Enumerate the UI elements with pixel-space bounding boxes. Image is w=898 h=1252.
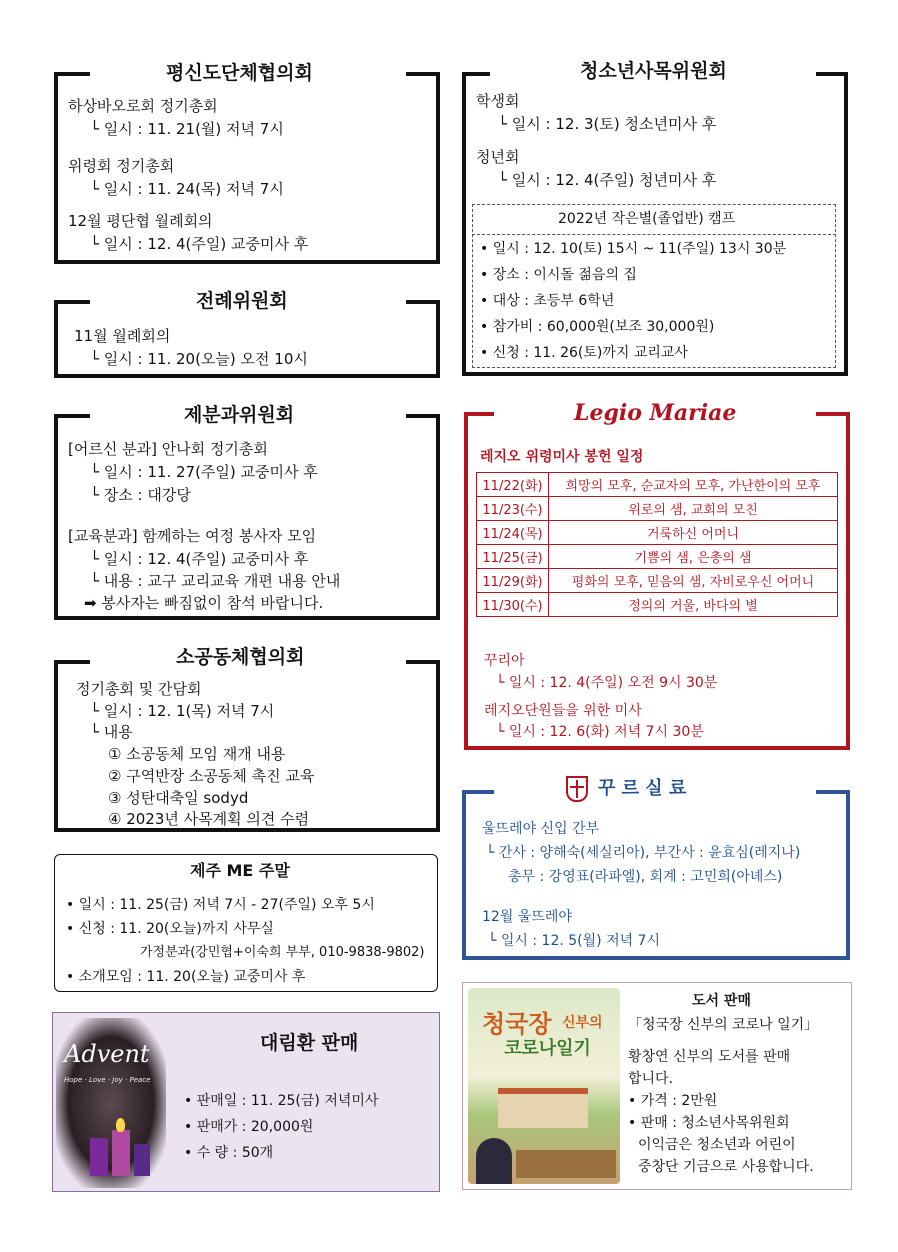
legio-table-row bbox=[477, 473, 838, 497]
sogong-line-1: 정기총회 및 간담회 bbox=[76, 680, 202, 698]
jeonrye-line-1: 11월 월례회의 bbox=[74, 327, 171, 345]
pyeongsin-line-4: └ 일시 : 11. 24(목) 저녁 7시 bbox=[90, 180, 284, 198]
legio-table-row bbox=[477, 569, 838, 593]
book-cover-title-2: 신부의 bbox=[562, 1015, 603, 1031]
legio-row-date: 11/23(수) bbox=[477, 497, 549, 521]
jebun-line-7: ➡ 봉사자는 빠짐없이 참석 바랍니다. bbox=[84, 594, 324, 612]
jeju-line-3: 가정분과(강민협+이숙희 부부, 010-9838-9802) bbox=[140, 945, 425, 960]
advent-line-3: • 수 량 : 50개 bbox=[184, 1145, 274, 1161]
jeju-title: 제주 ME 주말 bbox=[190, 861, 290, 880]
book-line-4: • 가격 : 2만원 bbox=[628, 1093, 718, 1109]
advent-line-1: • 판매일 : 11. 25(금) 저녁미사 bbox=[184, 1093, 379, 1109]
cursillo-line-1: 울뜨레야 신입 간부 bbox=[482, 821, 600, 837]
church-illustration-icon bbox=[498, 1088, 588, 1128]
legio-table-row bbox=[477, 545, 838, 569]
legio-line-2: └ 일시 : 12. 4(주일) 오전 9시 30분 bbox=[496, 675, 718, 691]
jeju-line-2: • 신청 : 11. 20(오늘)까지 사무실 bbox=[66, 921, 274, 937]
pyeongsin-line-2: └ 일시 : 11. 21(월) 저녁 7시 bbox=[90, 120, 284, 138]
youth-line-4: └ 일시 : 12. 4(주일) 청년미사 후 bbox=[498, 171, 717, 189]
legio-row-date: 11/29(화) bbox=[477, 569, 549, 593]
legio-row-text: 희망의 모후, 순교자의 모후, 가난한이의 모후 bbox=[549, 473, 838, 497]
cursillo-line-3: 총무 : 강영표(라파엘), 회계 : 고민희(아녜스) bbox=[508, 869, 783, 885]
legio-subtitle: 레지오 위령미사 봉헌 일정 bbox=[480, 449, 644, 465]
youth-line-1: 학생회 bbox=[476, 92, 520, 110]
pyeongsin-line-6: └ 일시 : 12. 4(주일) 교중미사 후 bbox=[90, 235, 309, 253]
legio-row-date: 11/25(금) bbox=[477, 545, 549, 569]
legio-line-3: 레지오단원들을 위한 미사 bbox=[484, 703, 642, 719]
sogong-line-2: └ 일시 : 12. 1(목) 저녁 7시 bbox=[90, 702, 275, 720]
candle-purple-icon bbox=[134, 1144, 150, 1176]
pyeongsin-line-1: 하상바오로회 정기총회 bbox=[68, 97, 218, 115]
book-cover-band bbox=[516, 1150, 616, 1178]
flame-icon bbox=[116, 1118, 125, 1132]
jeju-line-4: • 소개모임 : 11. 20(오늘) 교중미사 후 bbox=[66, 969, 306, 985]
legio-row-text: 평화의 모후, 믿음의 샘, 자비로우신 어머니 bbox=[549, 569, 838, 593]
author-photo bbox=[476, 1138, 512, 1184]
candle-pink-icon bbox=[112, 1130, 130, 1176]
legio-row-text: 위로의 샘, 교회의 모친 bbox=[549, 497, 838, 521]
book-line-1: 「청국장 신부의 코로나 일기」 bbox=[628, 1017, 819, 1033]
camp-line-3: • 대상 : 초등부 6학년 bbox=[480, 293, 615, 309]
sogong-line-7: ④ 2023년 사목계획 의견 수렴 bbox=[108, 810, 310, 828]
legio-line-4: └ 일시 : 12. 6(화) 저녁 7시 30분 bbox=[496, 724, 704, 740]
legio-title: Legio Mariae bbox=[562, 398, 748, 428]
pyeongsin-line-3: 위령회 정기총회 bbox=[68, 157, 175, 175]
jebun-line-4: [교육분과] 함께하는 여정 봉사자 모임 bbox=[68, 527, 317, 545]
camp-line-4: • 참가비 : 60,000원(보조 30,000원) bbox=[480, 319, 715, 335]
youth-line-2: └ 일시 : 12. 3(토) 청소년미사 후 bbox=[498, 115, 717, 133]
advent-title: 대림환 판매 bbox=[260, 1032, 359, 1054]
jeju-line-1: • 일시 : 11. 25(금) 저녁 7시 - 27(주일) 오후 5시 bbox=[66, 897, 375, 913]
advent-wreath-image bbox=[56, 1018, 166, 1188]
book-cover-title-1: 청국장 bbox=[482, 1010, 552, 1038]
book-line-5: • 판매 : 청소년사목위원회 bbox=[628, 1115, 790, 1131]
legio-row-date: 11/30(수) bbox=[477, 593, 549, 617]
jebun-line-3: └ 장소 : 대강당 bbox=[90, 486, 191, 504]
sogong-title: 소공동체협의회 bbox=[162, 642, 318, 669]
cursillo-line-4: 12월 울뜨레야 bbox=[482, 909, 572, 925]
sogong-line-3: └ 내용 bbox=[90, 723, 133, 741]
jebun-line-5: └ 일시 : 12. 4(주일) 교중미사 후 bbox=[90, 550, 309, 568]
candle-purple-icon bbox=[90, 1138, 108, 1176]
youth-line-3: 청년회 bbox=[476, 148, 520, 166]
camp-title-divider bbox=[472, 234, 836, 235]
cursillo-line-2: └ 간사 : 양해숙(세실리아), 부간사 : 윤효심(레지나) bbox=[486, 845, 801, 861]
legio-row-date: 11/22(화) bbox=[477, 473, 549, 497]
sogong-line-4: ① 소공동체 모임 재개 내용 bbox=[108, 745, 286, 763]
camp-title: 2022년 작은별(졸업반) 캠프 bbox=[558, 211, 736, 227]
advent-image-word: Advent bbox=[64, 1040, 150, 1068]
legio-table-row bbox=[477, 521, 838, 545]
book-cover-title-3: 코로나일기 bbox=[504, 1038, 591, 1059]
jebun-line-1: [어르신 분과] 안나회 정기총회 bbox=[68, 440, 268, 458]
jebun-line-2: └ 일시 : 11. 27(주일) 교중미사 후 bbox=[90, 463, 318, 481]
sogong-line-5: ② 구역반장 소공동체 촉진 교육 bbox=[108, 767, 315, 785]
jeonrye-line-2: └ 일시 : 11. 20(오늘) 오전 10시 bbox=[90, 350, 308, 368]
legio-schedule-table bbox=[476, 472, 838, 617]
jeonrye-title: 전례위원회 bbox=[182, 286, 302, 313]
legio-row-date: 11/24(목) bbox=[477, 521, 549, 545]
cursillo-title: 꾸 르 실 료 bbox=[598, 778, 687, 799]
legio-line-1: 꾸리아 bbox=[484, 653, 525, 669]
sogong-line-6: ③ 성탄대축일 sodyd bbox=[108, 789, 249, 807]
camp-line-5: • 신청 : 11. 26(토)까지 교리교사 bbox=[480, 345, 688, 361]
book-title: 도서 판매 bbox=[692, 993, 751, 1009]
book-line-7: 중창단 기금으로 사용합니다. bbox=[638, 1159, 814, 1175]
pyeongsin-line-5: 12월 평단협 월례회의 bbox=[68, 212, 213, 230]
legio-row-text: 거룩하신 어머니 bbox=[549, 521, 838, 545]
legio-table-row bbox=[477, 497, 838, 521]
book-line-6: 이익금은 청소년과 어린이 bbox=[638, 1137, 796, 1153]
cursillo-line-5: └ 일시 : 12. 5(월) 저녁 7시 bbox=[488, 933, 660, 949]
book-line-2: 황창연 신부의 도서를 판매 bbox=[628, 1049, 791, 1065]
legio-row-text: 정의의 거울, 바다의 별 bbox=[549, 593, 838, 617]
book-line-3: 합니다. bbox=[628, 1071, 674, 1087]
youth-title: 청소년사목위원회 bbox=[566, 56, 741, 83]
legio-table-row bbox=[477, 593, 838, 617]
camp-line-1: • 일시 : 12. 10(토) 15시 ~ 11(주일) 13시 30분 bbox=[480, 241, 787, 257]
book-cover-image bbox=[468, 988, 620, 1184]
cursillo-emblem-icon bbox=[566, 776, 588, 802]
cursillo-header bbox=[556, 772, 696, 806]
jebun-line-6: └ 내용 : 교구 교리교육 개편 내용 안내 bbox=[90, 572, 341, 590]
legio-row-text: 기쁨의 샘, 은총의 샘 bbox=[549, 545, 838, 569]
advent-image-subtitle: Hope · Love · Joy · Peace bbox=[64, 1076, 151, 1084]
pyeongsin-title: 평신도단체협의회 bbox=[152, 58, 327, 85]
camp-line-2: • 장소 : 이시돌 젊음의 집 bbox=[480, 267, 637, 283]
advent-line-2: • 판매가 : 20,000원 bbox=[184, 1119, 314, 1135]
jebun-title: 제분과위원회 bbox=[170, 400, 308, 427]
